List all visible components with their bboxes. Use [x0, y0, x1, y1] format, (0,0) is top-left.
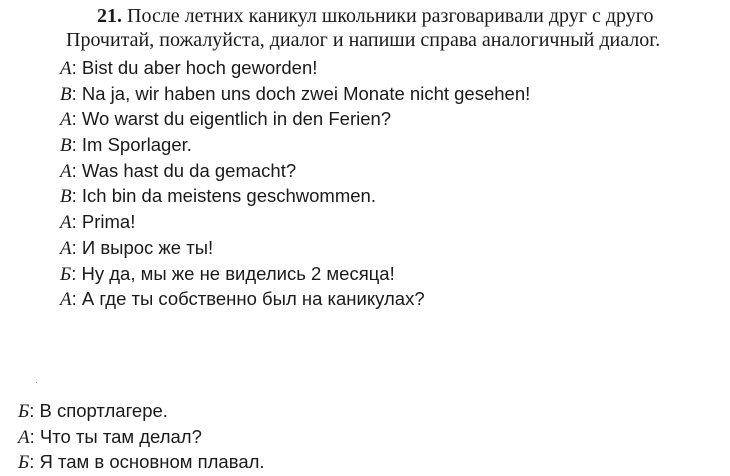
speaker-label: B	[60, 135, 72, 157]
scan-speck	[36, 382, 37, 383]
speaker-label: Б	[60, 263, 72, 285]
instruction-line-1	[0, 4, 730, 28]
dialog-text: : Was hast du da gemacht?	[71, 159, 297, 181]
dialog-text: : В спортлагере.	[29, 400, 168, 421]
speaker-label: Б	[18, 452, 30, 474]
dialog-line	[60, 183, 530, 209]
speaker-label: A	[60, 109, 72, 131]
instruction-text-1: После летних каникул школьники разговаривали друг с друго	[127, 5, 654, 27]
dialog-text: : Im Sporlager.	[71, 134, 192, 156]
instruction-line-2: Прочитай, пожалуйста, диалог и напиши справа аналогичный диалог.	[66, 29, 661, 51]
speaker-label: А	[60, 289, 72, 311]
dialog-line	[60, 132, 530, 158]
dialog-text: : Что ты там делал?	[29, 425, 202, 447]
dialog-line	[60, 81, 530, 107]
speaker-label: B	[60, 186, 72, 208]
dialog-text: : Я там в основном плавал.	[29, 451, 265, 473]
dialog-line	[18, 424, 265, 450]
speaker-label: A	[60, 58, 72, 79]
dialog-text: : Prima!	[71, 211, 136, 233]
dialog-line	[60, 106, 530, 132]
dialog-german-and-translation	[60, 55, 530, 312]
dialog-line	[18, 398, 265, 424]
dialog-text: : Ну да, мы же не виделись 2 месяца!	[71, 262, 395, 284]
speaker-label: А	[60, 237, 72, 259]
dialog-text: : А где ты собственно был на каникулах?	[71, 288, 425, 310]
dialog-line	[60, 158, 530, 184]
dialog-line	[60, 261, 530, 287]
exercise-heading	[0, 4, 730, 52]
dialog-text: : Wo warst du eigentlich in den Ferien?	[71, 108, 392, 130]
dialog-text: : И вырос же ты!	[71, 236, 214, 258]
speaker-label: А	[18, 426, 30, 448]
dialog-line	[60, 235, 530, 261]
speaker-label: Б	[18, 401, 30, 422]
speaker-label: A	[60, 212, 72, 234]
dialog-line	[60, 209, 530, 235]
dialog-line	[60, 286, 530, 312]
dialog-line	[60, 55, 530, 81]
dialog-line	[18, 449, 265, 475]
exercise-number: 21.	[97, 5, 122, 27]
dialog-translation-continued	[18, 398, 265, 475]
speaker-label: B	[60, 83, 72, 105]
dialog-text: : Na ja, wir haben uns doch zwei Monate nicht gesehen!	[71, 82, 531, 104]
dialog-text: : Bist du aber hoch geworden!	[71, 57, 318, 78]
dialog-text: : Ich bin da meistens geschwommen.	[71, 185, 376, 207]
speaker-label: A	[60, 160, 72, 182]
